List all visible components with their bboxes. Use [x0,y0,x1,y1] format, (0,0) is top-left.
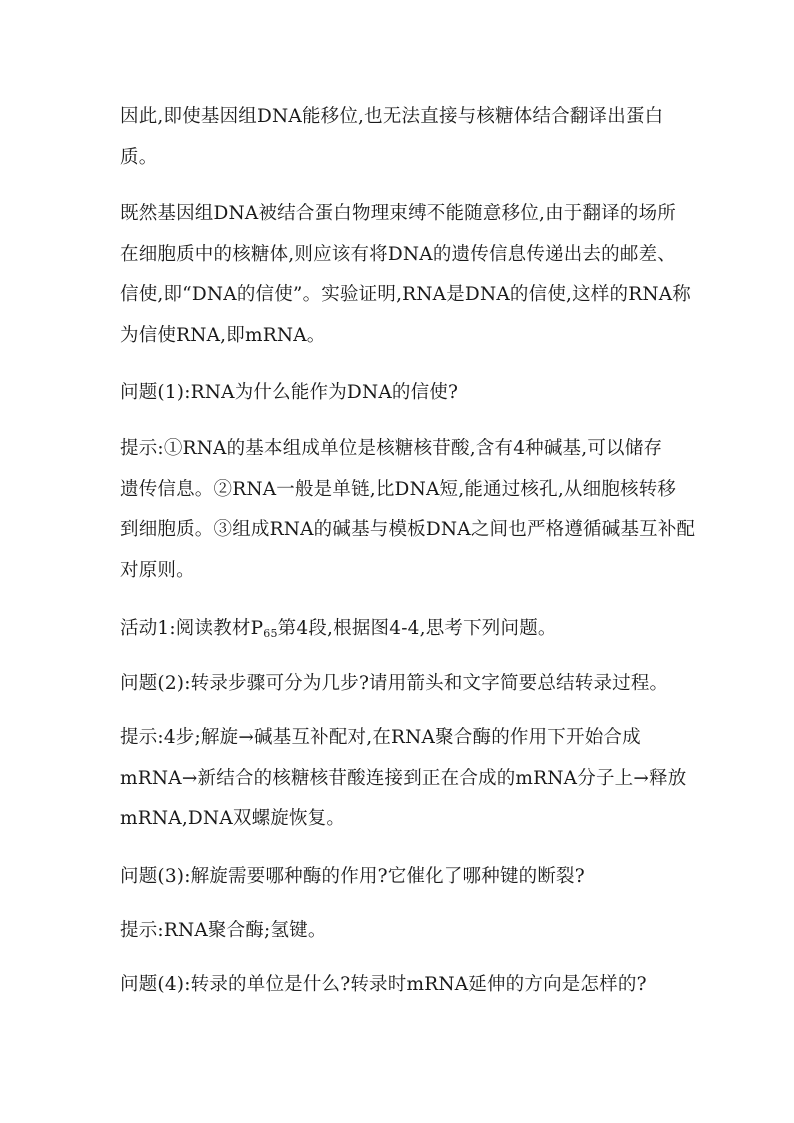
paragraph-messenger-explanation [120,194,691,356]
text-line: 提示:①RNA的基本组成单位是核糖核苷酸,含有4种碱基,可以储存 [120,438,663,459]
activity-1 [120,609,676,650]
text-line: 为信使RNA,即mRNA。 [120,324,326,346]
text-line: 问题(4):转录的单位是什么?转录时mRNA延伸的方向是怎样的? [120,974,647,995]
text-line: 问题(1):RNA为什么能作为DNA的信使? [120,382,459,403]
text-line: 提示:RNA聚合酶;氢键。 [120,920,327,941]
text-line: 既然基因组DNA被结合蛋白物理束缚不能随意移位,由于翻译的场所 [120,203,676,224]
text-line: 问题(2):转录步骤可分为几步?请用箭头和文字简要总结转录过程。 [120,673,669,694]
activity-suffix: 第4段,根据图4-4,思考下列问题。 [277,618,557,639]
text-line: 对原则。 [120,559,195,581]
hint-3 [120,911,676,952]
question-2 [120,664,676,705]
text-line: mRNA,DNA双螺旋恢复。 [120,808,346,829]
activity-prefix: 活动1:阅读教材P [120,618,264,639]
question-1 [120,373,676,414]
text-line: 提示:4步;解旋→碱基互补配对,在RNA聚合酶的作用下开始合成 [120,727,641,748]
question-4 [120,965,676,1006]
text-line [120,609,676,650]
hint-1 [120,429,696,591]
page-subscript: 65 [263,627,278,640]
text-line: 因此,即使基因组DNA能移位,也无法直接与核糖体结合翻译出蛋白 [120,106,664,127]
text-line: mRNA→新结合的核糖核苷酸连接到正在合成的mRNA分子上→释放 [120,767,687,789]
paragraph-translation-note [120,97,676,178]
text-line: 信使,即“DNA的信使”。实验证明,RNA是DNA的信使,这样的RNA称 [120,284,691,305]
text-line: 质。 [120,146,158,168]
question-3 [120,857,676,898]
text-line: 在细胞质中的核糖体,则应该有将DNA的遗传信息传递出去的邮差、 [120,243,676,265]
text-line: 问题(3):解旋需要哪种酶的作用?它催化了哪种键的断裂? [120,866,585,887]
text-line: 遗传信息。②RNA一般是单链,比DNA短,能通过核孔,从细胞核转移 [120,478,677,500]
text-line: 到细胞质。③组成RNA的碱基与模板DNA之间也严格遵循碱基互补配 [120,519,696,540]
hint-2 [120,718,687,840]
